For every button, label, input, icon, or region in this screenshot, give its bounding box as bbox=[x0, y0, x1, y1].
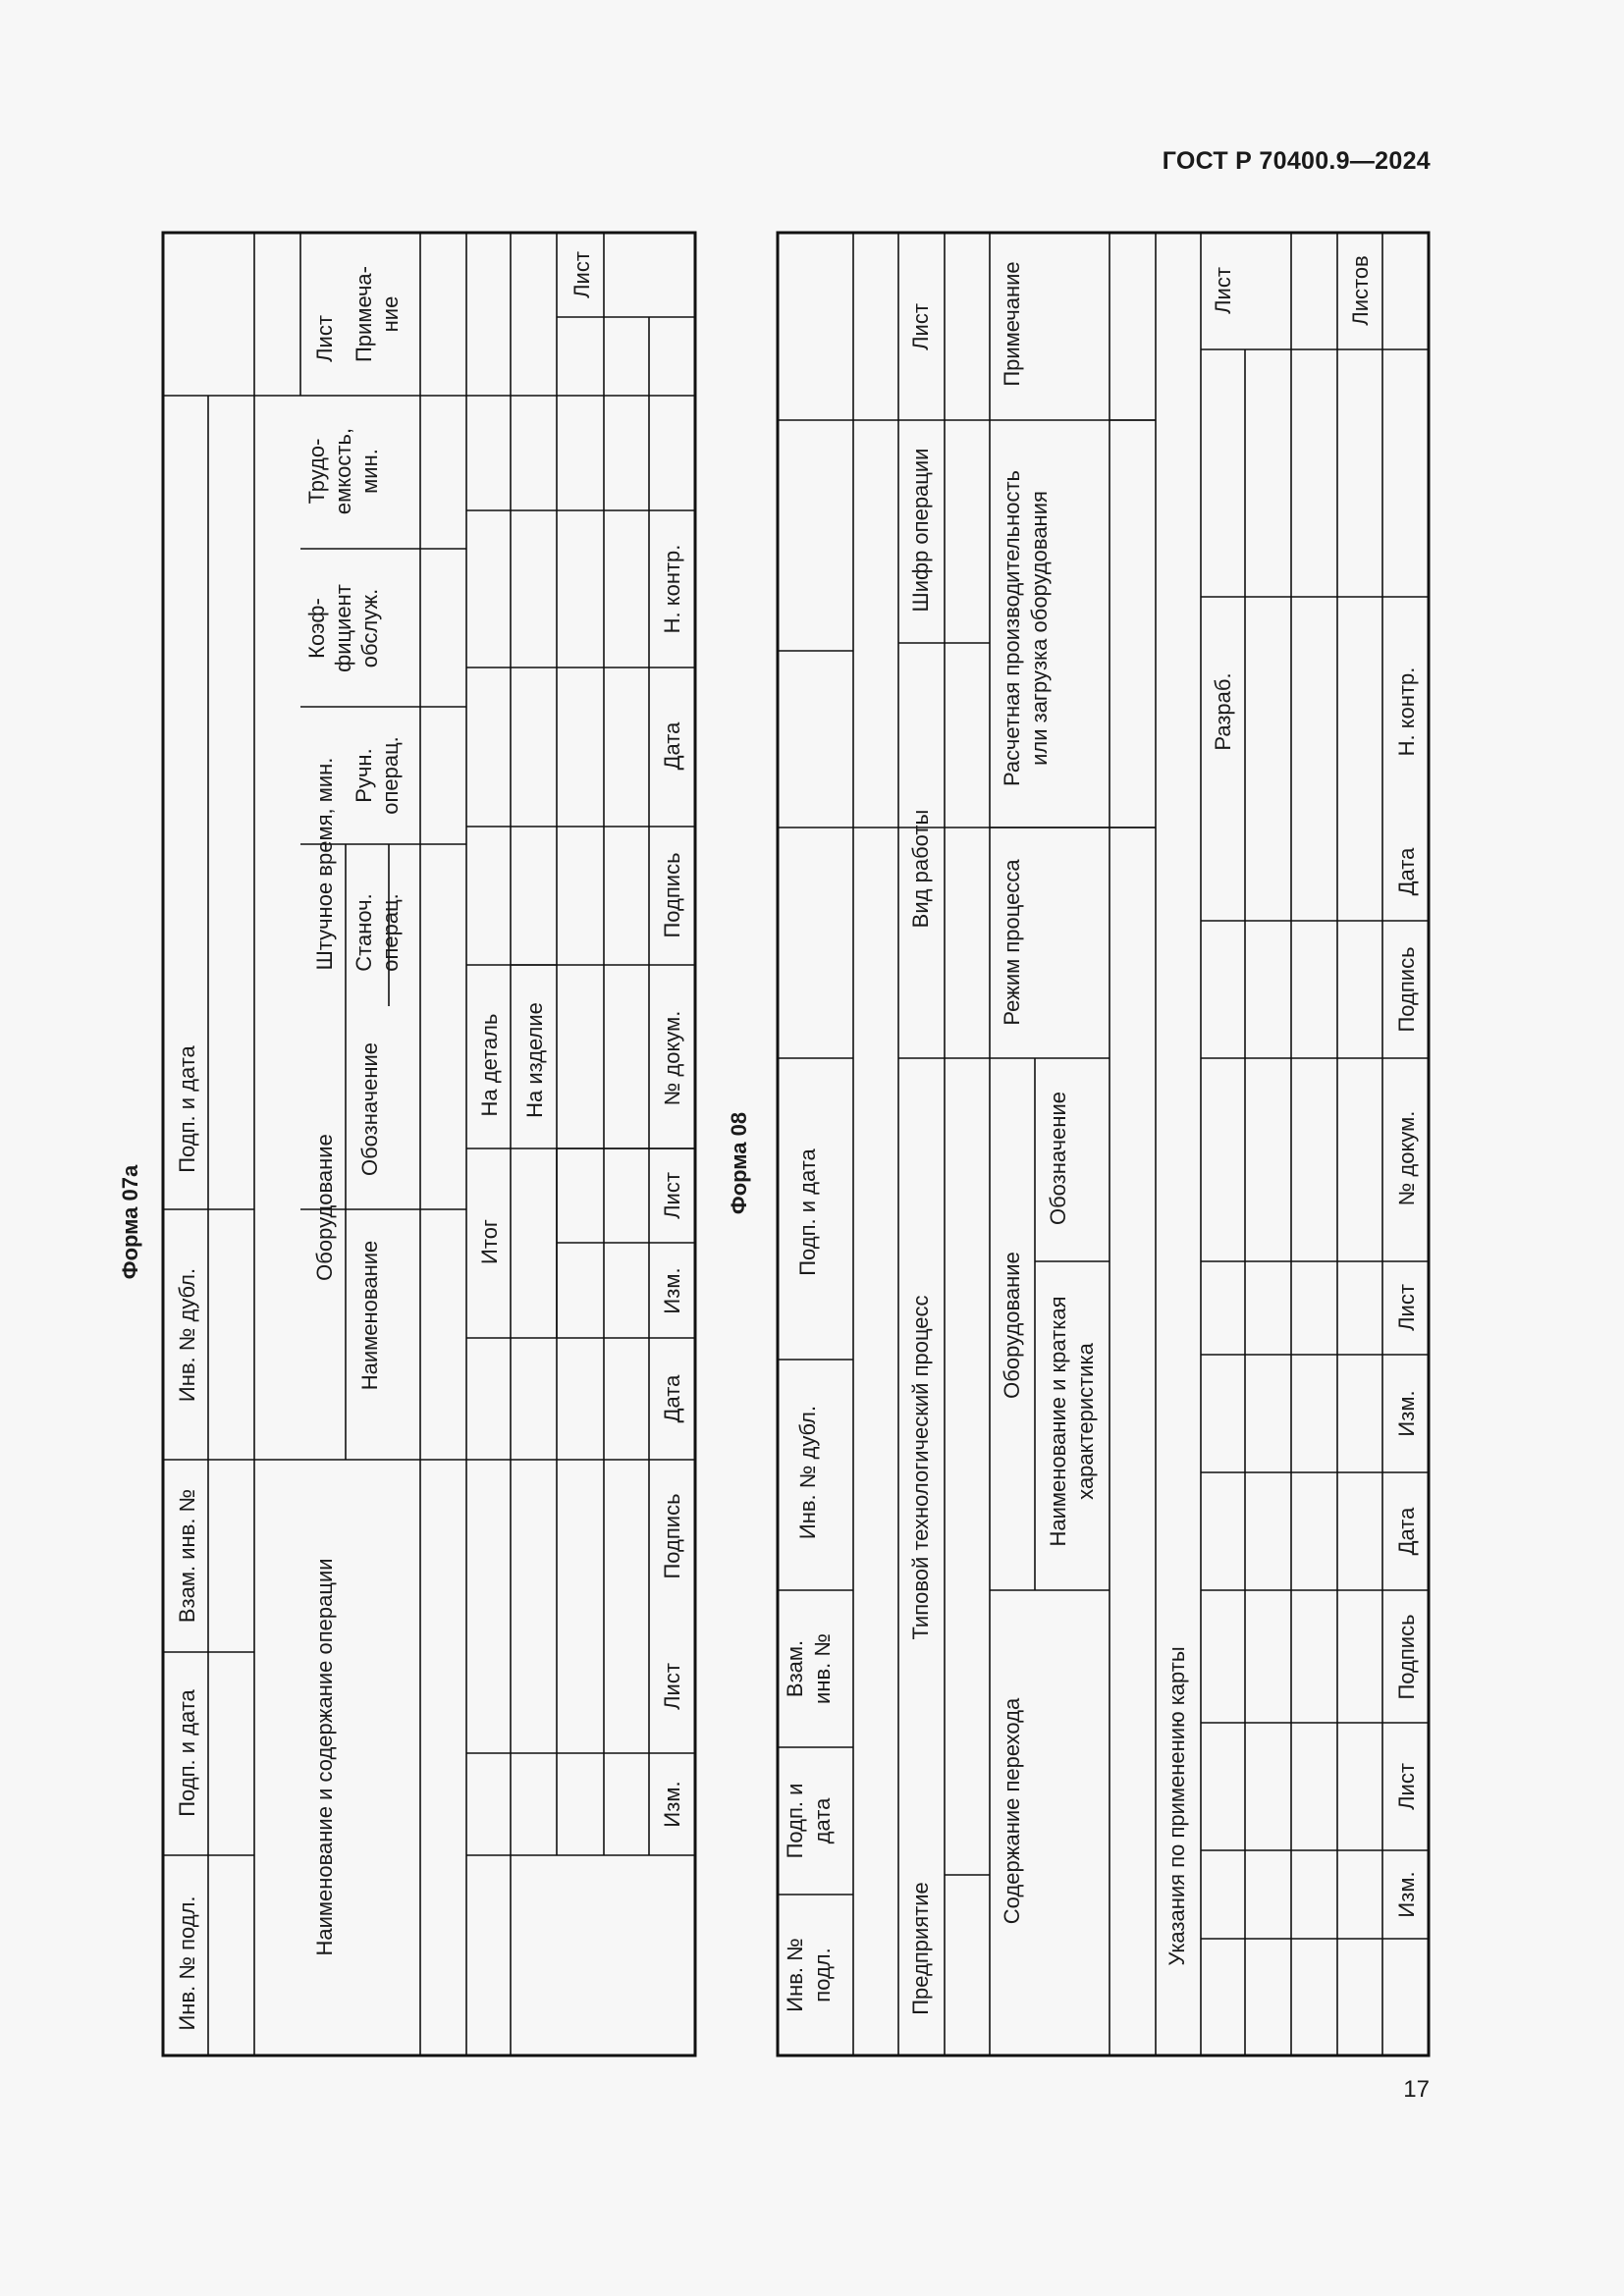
shifr-label: Шифр операции bbox=[908, 448, 933, 613]
vzam-inv-label: Взам. инв. № bbox=[175, 1488, 199, 1624]
na-izdelie-label: На изделие bbox=[522, 1002, 547, 1118]
inv-podl-label-1: Инв. № bbox=[783, 1938, 807, 2012]
ndokum-label: № докум. bbox=[660, 1010, 684, 1106]
stanoch-label-1: Станоч. bbox=[352, 893, 376, 972]
podp-data-1-label: Подп. и дата bbox=[175, 1689, 199, 1817]
rasch-label-1: Расчетная производительность bbox=[1000, 469, 1024, 787]
trud-label-3: мин. bbox=[357, 449, 382, 494]
data-2-label: Дата bbox=[660, 721, 684, 771]
naimenovanie-label: Наименование bbox=[357, 1240, 382, 1391]
rezhim-label: Режим процесса bbox=[1000, 859, 1024, 1026]
vzam-label-2: инв. № bbox=[810, 1633, 835, 1704]
equipment-label: Оборудование bbox=[312, 1134, 337, 1281]
koef-label-3: обслуж. bbox=[357, 588, 382, 668]
trud-label-1: Трудо- bbox=[304, 438, 329, 505]
form-07a-title: Форма 07а bbox=[118, 1164, 142, 1280]
listov-label: Листов bbox=[1348, 255, 1373, 326]
trud-label-2: емкость, bbox=[331, 427, 355, 515]
izm-1-label: Изм. bbox=[660, 1781, 684, 1828]
form-08-border bbox=[778, 233, 1429, 2056]
ndokum-label: № докум. bbox=[1394, 1110, 1419, 1206]
ukazaniya-label: Указания по применению карты bbox=[1164, 1646, 1189, 1966]
list-corner-label: Лист bbox=[569, 251, 594, 298]
soderzhanie-label: Содержание перехода bbox=[1000, 1697, 1024, 1925]
inv-dubl-label: Инв. № дубл. bbox=[175, 1267, 199, 1403]
koef-label-1: Коэф- bbox=[304, 598, 329, 659]
naim-label-2: характеристика bbox=[1073, 1343, 1098, 1500]
data-2-label: Дата bbox=[1394, 847, 1419, 896]
form-08-title: Форма 08 bbox=[727, 1111, 751, 1215]
list-2-label: Лист bbox=[660, 1172, 684, 1219]
nkontr-label: Н. контр. bbox=[660, 544, 684, 634]
razrab-label: Разраб. bbox=[1211, 672, 1235, 751]
podp-data-2-label: Подп. и дата bbox=[795, 1148, 820, 1276]
izm-2-label: Изм. bbox=[1394, 1390, 1419, 1437]
data-1-label: Дата bbox=[660, 1374, 684, 1423]
oboznachenie-label: Обозначение bbox=[1046, 1091, 1070, 1226]
podpis-1-label: Подпись bbox=[660, 1493, 684, 1579]
ruchn-label-2: операц. bbox=[378, 736, 403, 815]
podpis-2-label: Подпись bbox=[1394, 946, 1419, 1033]
ruchn-label-1: Ручн. bbox=[352, 748, 376, 803]
podp-data-1a-label: Подп. и bbox=[783, 1783, 807, 1859]
podp-data-1b-label: дата bbox=[810, 1797, 835, 1844]
name-content-label: Наименование и содержание операции bbox=[312, 1558, 337, 1956]
list-1-label: Лист bbox=[660, 1663, 684, 1710]
list-corner-label: Лист bbox=[1211, 267, 1235, 314]
inv-podl-label-2: подл. bbox=[810, 1948, 835, 2002]
vzam-label-1: Взам. bbox=[783, 1639, 807, 1698]
nkontr-label: Н. контр. bbox=[1394, 667, 1419, 757]
stanoch-label-2: операц. bbox=[378, 893, 403, 972]
tipovoy-label: Типовой технологический процесс bbox=[908, 1295, 933, 1640]
list-label: Лист bbox=[908, 303, 933, 350]
podpis-1-label: Подпись bbox=[1394, 1614, 1419, 1700]
list-1-label: Лист bbox=[1394, 1763, 1419, 1810]
na-detal-label: На деталь bbox=[477, 1013, 502, 1117]
data-1-label: Дата bbox=[1394, 1507, 1419, 1556]
primechanie-label: Примечание bbox=[1000, 261, 1024, 387]
oboznachenie-label: Обозначение bbox=[357, 1041, 382, 1177]
prim-label-1: Примеча- bbox=[352, 266, 376, 362]
vid-raboty-label: Вид работы bbox=[908, 809, 933, 929]
list-2-label: Лист bbox=[1394, 1284, 1419, 1331]
izm-2-label: Изм. bbox=[660, 1267, 684, 1314]
podp-data-2-label: Подп. и дата bbox=[175, 1045, 199, 1173]
inv-dubl-label: Инв. № дубл. bbox=[795, 1405, 820, 1540]
itog-label: Итог bbox=[477, 1219, 502, 1264]
naim-label-1: Наименование и краткая bbox=[1046, 1296, 1070, 1547]
izm-1-label: Изм. bbox=[1394, 1871, 1419, 1918]
rasch-label-2: или загрузка оборудования bbox=[1027, 491, 1052, 766]
prim-label-2: ние bbox=[378, 295, 403, 333]
predpriyatie-label: Предприятие bbox=[908, 1882, 933, 2015]
piece-time-label: Штучное время, мин. bbox=[312, 757, 337, 971]
standard-header: ГОСТ Р 70400.9—2024 bbox=[1162, 147, 1431, 175]
list-label: Лист bbox=[312, 315, 337, 362]
koef-label-2: фициент bbox=[331, 584, 355, 672]
page-number: 17 bbox=[1403, 2076, 1430, 2103]
oborudovanie-label: Оборудование bbox=[1000, 1252, 1024, 1399]
inv-podl-label: Инв. № подл. bbox=[175, 1896, 199, 2031]
podpis-2-label: Подпись bbox=[660, 852, 684, 938]
